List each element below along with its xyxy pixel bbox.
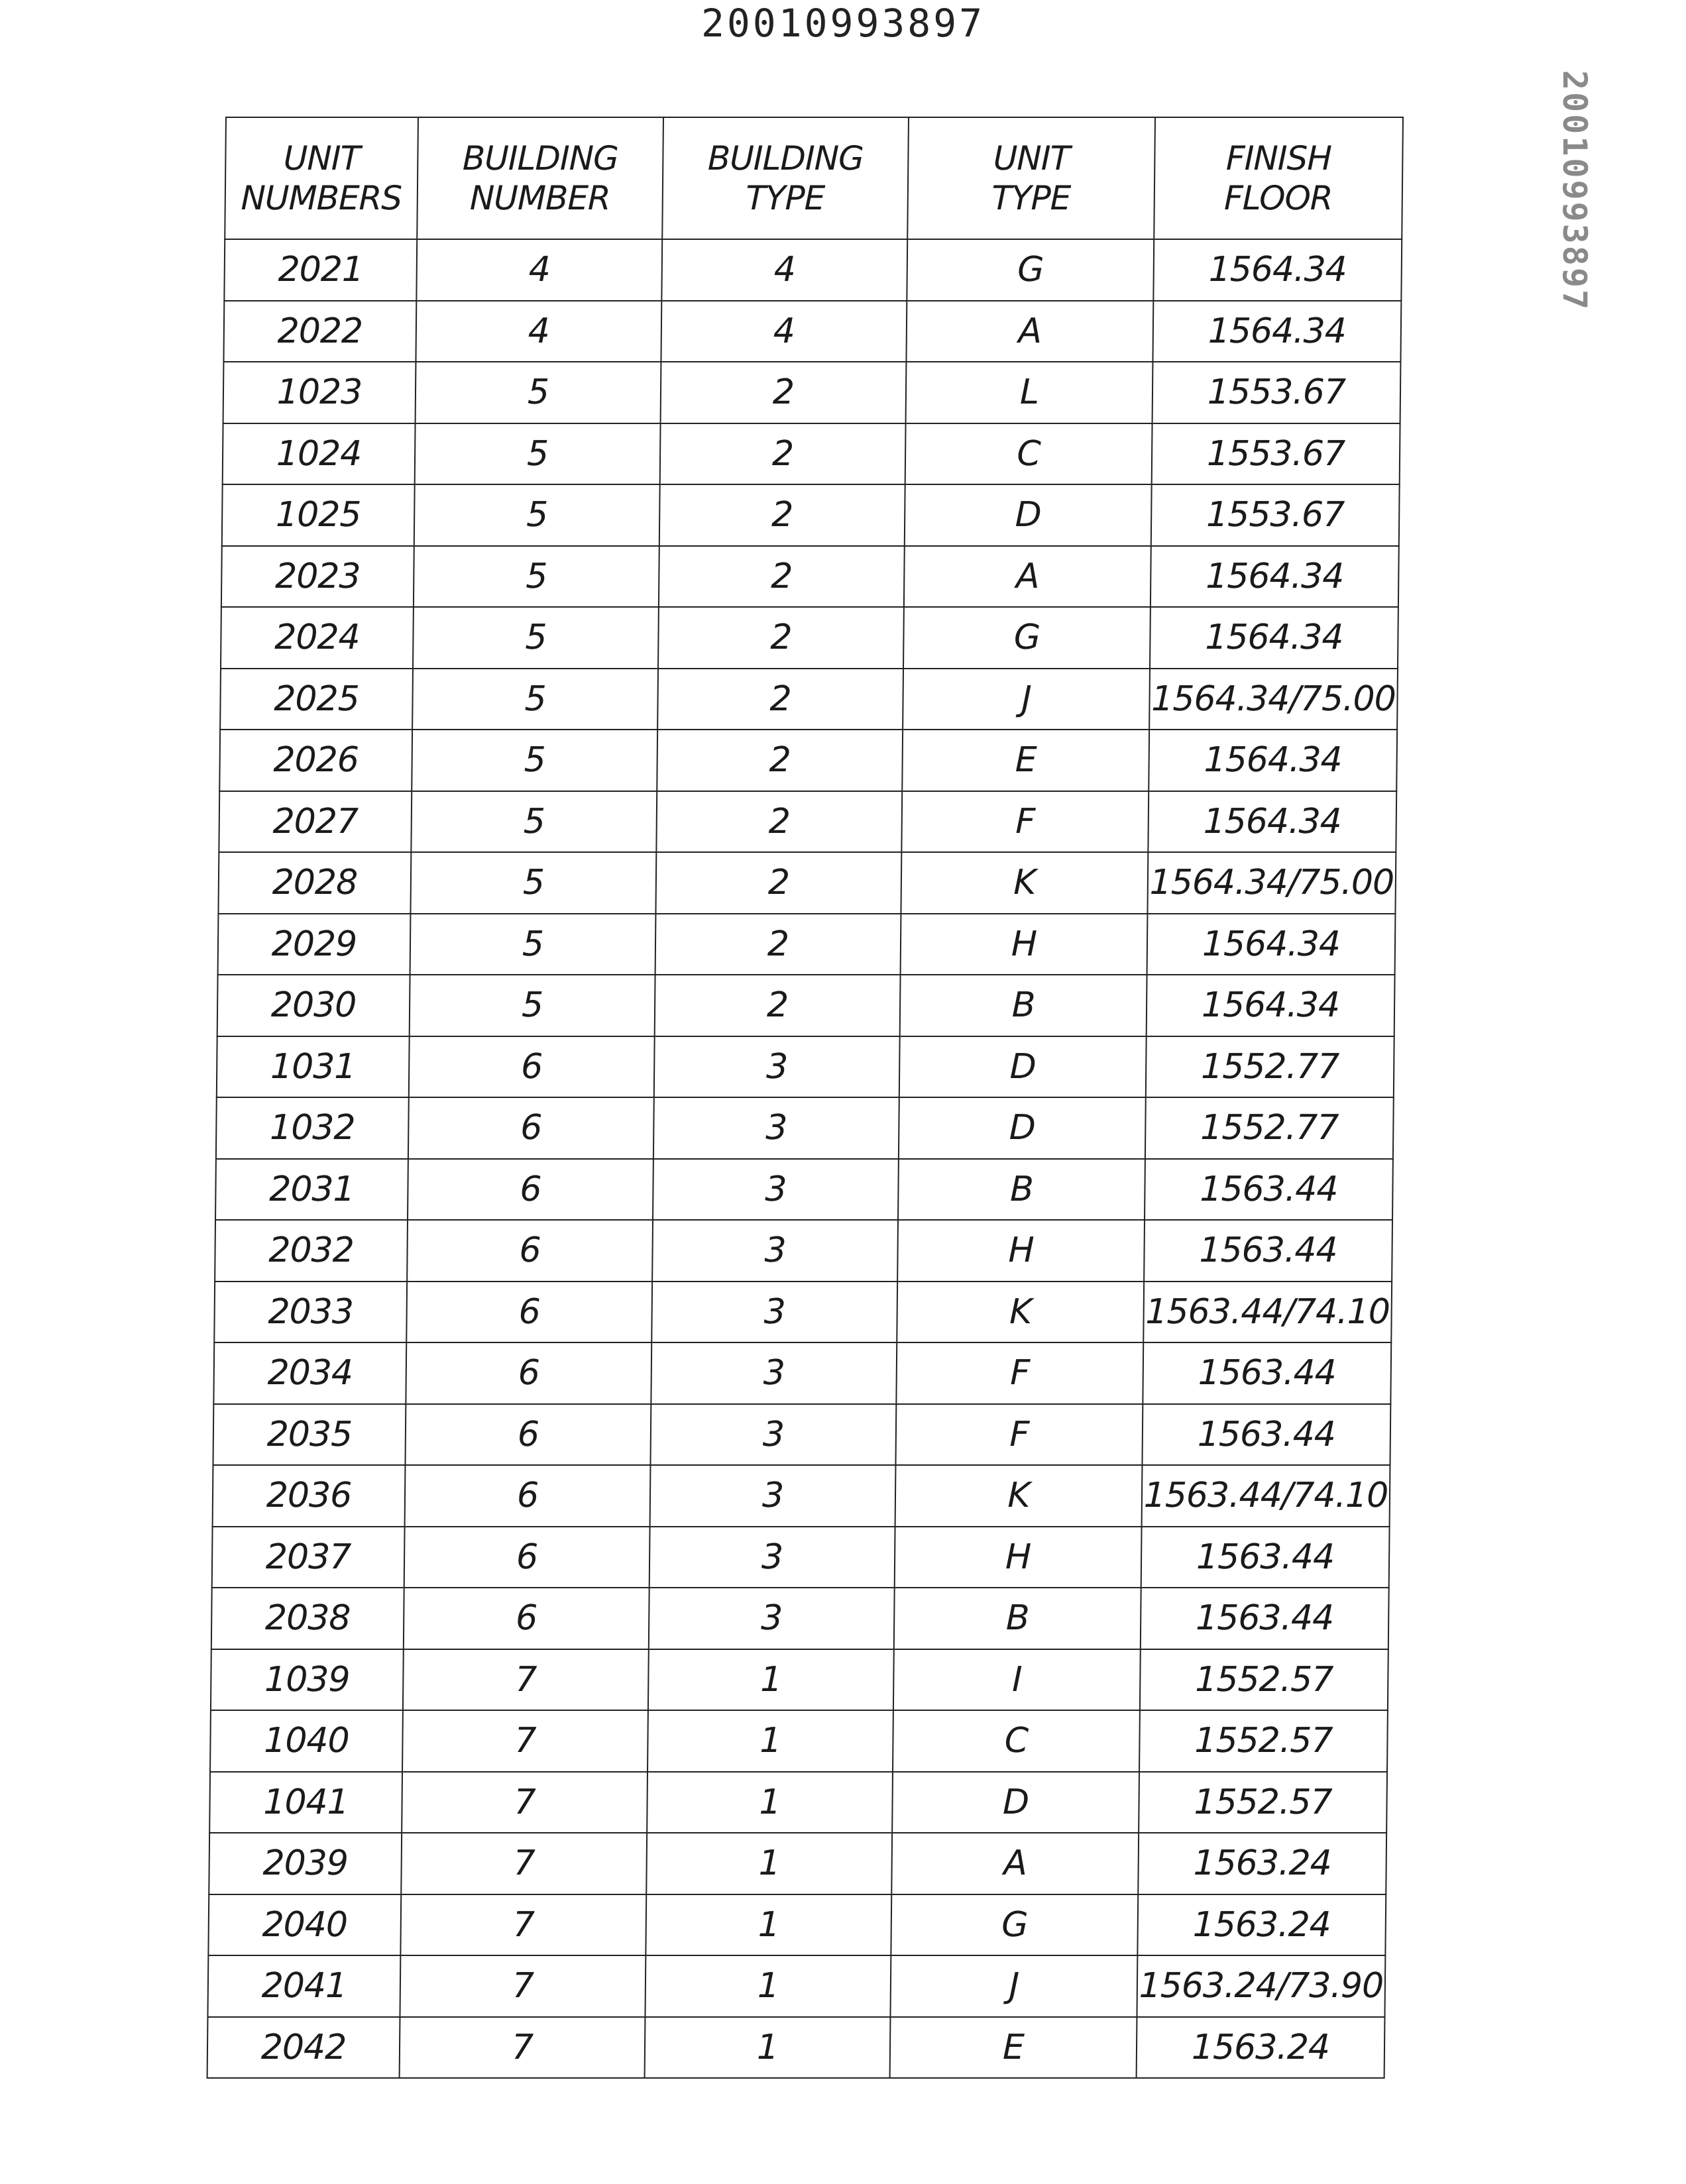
unit-table xyxy=(207,117,1404,2079)
unit-type-cell: A xyxy=(891,1833,1139,1894)
building-number-cell: 6 xyxy=(405,1404,651,1466)
unit-type-cell: B xyxy=(894,1588,1141,1649)
unit-type-cell: D xyxy=(899,1097,1146,1159)
document-number: 20010993897 xyxy=(701,1,985,46)
building-number-cell: 7 xyxy=(402,1710,648,1772)
building-number-cell: 5 xyxy=(410,975,655,1036)
unit-number-cell: 1040 xyxy=(210,1710,403,1772)
building-number-cell: 6 xyxy=(404,1588,649,1649)
unit-number-cell: 2032 xyxy=(215,1220,408,1282)
header-unit-numbers xyxy=(225,117,418,239)
unit-number-cell: 2029 xyxy=(218,914,411,975)
building-type-cell: 2 xyxy=(658,607,904,669)
table-row xyxy=(215,1220,1392,1282)
finish-floor-cell: 1563.44/74.10 xyxy=(1143,1282,1392,1343)
table-row xyxy=(218,852,1396,914)
unit-number-cell: 2037 xyxy=(212,1527,405,1588)
unit-type-cell: D xyxy=(899,1036,1147,1098)
header-line: TYPE xyxy=(746,179,825,217)
unit-type-cell: K xyxy=(895,1465,1143,1527)
table-body xyxy=(207,239,1402,2078)
unit-type-cell: C xyxy=(893,1710,1140,1772)
table-row xyxy=(211,1649,1388,1711)
header-building-type xyxy=(662,117,909,239)
building-number-cell: 6 xyxy=(405,1465,651,1527)
header-line: TYPE xyxy=(991,179,1071,217)
building-number-cell: 7 xyxy=(400,1894,646,1956)
header-line: BUILDING xyxy=(707,139,864,178)
building-number-cell: 7 xyxy=(402,1772,647,1833)
building-number-cell: 6 xyxy=(404,1527,650,1588)
unit-number-cell: 1025 xyxy=(222,484,415,546)
building-type-cell: 4 xyxy=(661,239,907,301)
building-number-cell: 5 xyxy=(410,914,656,975)
finish-floor-cell: 1564.34 xyxy=(1153,239,1402,301)
table-row xyxy=(216,1097,1394,1159)
header-row xyxy=(225,117,1403,239)
building-number-cell: 4 xyxy=(416,301,661,362)
building-number-cell: 5 xyxy=(413,607,659,669)
finish-floor-cell: 1563.44 xyxy=(1142,1404,1390,1466)
unit-number-cell: 2022 xyxy=(223,301,416,362)
finish-floor-cell: 1563.44 xyxy=(1145,1159,1393,1221)
finish-floor-cell: 1563.24 xyxy=(1137,2017,1385,2079)
unit-type-cell: J xyxy=(903,669,1150,730)
unit-number-cell: 2041 xyxy=(207,1955,400,2017)
finish-floor-cell: 1553.67 xyxy=(1152,423,1400,485)
finish-floor-cell: 1564.34 xyxy=(1152,301,1401,362)
building-number-cell: 5 xyxy=(414,484,660,546)
unit-number-cell: 1041 xyxy=(209,1772,402,1833)
header-line: BUILDING xyxy=(462,139,619,178)
table-row xyxy=(208,1894,1386,1956)
side-stamp xyxy=(1554,70,1595,311)
unit-type-cell: D xyxy=(892,1772,1139,1833)
header-line: FINISH xyxy=(1225,139,1332,178)
unit-number-cell: 2024 xyxy=(221,607,414,669)
table-row xyxy=(223,423,1400,485)
finish-floor-cell: 1563.44 xyxy=(1143,1342,1391,1404)
building-type-cell: 3 xyxy=(653,1159,899,1221)
building-type-cell: 3 xyxy=(651,1342,897,1404)
finish-floor-cell: 1564.34 xyxy=(1147,914,1396,975)
building-type-cell: 3 xyxy=(654,1036,900,1098)
unit-number-cell: 1023 xyxy=(223,362,416,423)
table-row xyxy=(213,1342,1391,1404)
table-row xyxy=(214,1282,1392,1343)
header-unit-type xyxy=(907,117,1155,239)
building-number-cell: 7 xyxy=(400,2017,646,2079)
table-row xyxy=(223,362,1401,423)
building-type-cell: 2 xyxy=(655,975,901,1036)
unit-type-cell: F xyxy=(896,1342,1143,1404)
unit-number-cell: 2030 xyxy=(217,975,410,1036)
building-type-cell: 3 xyxy=(650,1465,896,1527)
table-row xyxy=(215,1159,1393,1221)
finish-floor-cell: 1564.34/75.00 xyxy=(1149,669,1398,730)
finish-floor-cell: 1552.77 xyxy=(1145,1097,1394,1159)
finish-floor-cell: 1564.34 xyxy=(1147,975,1395,1036)
table-row xyxy=(219,730,1397,791)
unit-number-cell: 2021 xyxy=(224,239,417,301)
building-number-cell: 6 xyxy=(408,1097,654,1159)
building-type-cell: 1 xyxy=(647,1710,893,1772)
unit-type-cell: L xyxy=(906,362,1153,423)
table-row xyxy=(209,1833,1386,1894)
finish-floor-cell: 1563.24/73.90 xyxy=(1137,1955,1385,2017)
building-type-cell: 1 xyxy=(645,1955,891,2017)
building-number-cell: 5 xyxy=(415,423,661,485)
unit-number-cell: 2026 xyxy=(219,730,412,791)
unit-type-cell: I xyxy=(893,1649,1141,1711)
building-number-cell: 7 xyxy=(400,1955,646,2017)
building-type-cell: 4 xyxy=(661,301,907,362)
finish-floor-cell: 1563.44 xyxy=(1141,1527,1390,1588)
finish-floor-cell: 1564.34 xyxy=(1151,546,1399,608)
building-number-cell: 6 xyxy=(406,1342,651,1404)
table-row xyxy=(222,484,1400,546)
unit-type-cell: C xyxy=(905,423,1152,485)
finish-floor-cell: 1563.44 xyxy=(1141,1588,1389,1649)
building-type-cell: 3 xyxy=(649,1588,895,1649)
header-line: FLOOR xyxy=(1223,179,1333,217)
building-number-cell: 5 xyxy=(412,669,658,730)
unit-type-cell: H xyxy=(901,914,1148,975)
unit-number-cell: 2025 xyxy=(220,669,413,730)
building-type-cell: 1 xyxy=(646,1894,891,1956)
unit-type-cell: A xyxy=(904,546,1151,608)
building-number-cell: 5 xyxy=(410,852,656,914)
building-number-cell: 5 xyxy=(416,362,661,423)
building-type-cell: 3 xyxy=(650,1404,896,1466)
finish-floor-cell: 1564.34/75.00 xyxy=(1147,852,1396,914)
header-building-number xyxy=(417,117,663,239)
table-row xyxy=(221,546,1399,608)
table-row xyxy=(211,1588,1389,1649)
finish-floor-cell: 1552.57 xyxy=(1139,1772,1387,1833)
unit-schedule xyxy=(207,117,1402,2079)
unit-number-cell: 1032 xyxy=(216,1097,409,1159)
unit-number-cell: 2038 xyxy=(211,1588,404,1649)
building-number-cell: 5 xyxy=(411,791,657,853)
building-type-cell: 2 xyxy=(660,423,906,485)
table-row xyxy=(207,1955,1385,2017)
unit-number-cell: 1024 xyxy=(223,423,416,485)
table-row xyxy=(212,1527,1390,1588)
table-row xyxy=(218,914,1396,975)
unit-number-cell: 2040 xyxy=(208,1894,401,1956)
unit-type-cell: K xyxy=(901,852,1148,914)
table-row xyxy=(221,607,1398,669)
unit-number-cell: 2027 xyxy=(219,791,412,853)
building-type-cell: 1 xyxy=(646,1833,892,1894)
finish-floor-cell: 1552.57 xyxy=(1140,1649,1388,1711)
unit-type-cell: G xyxy=(903,607,1151,669)
unit-type-cell: E xyxy=(902,730,1149,791)
header-line: NUMBERS xyxy=(241,179,402,217)
unit-number-cell: 2039 xyxy=(209,1833,402,1894)
unit-type-cell: D xyxy=(905,484,1152,546)
building-type-cell: 1 xyxy=(645,2017,891,2079)
table-row xyxy=(209,1772,1387,1833)
table-row xyxy=(210,1710,1388,1772)
unit-number-cell: 2036 xyxy=(213,1465,406,1527)
table-row xyxy=(224,239,1402,301)
unit-type-cell: F xyxy=(895,1404,1143,1466)
unit-number-cell: 2028 xyxy=(218,852,411,914)
unit-type-cell: E xyxy=(890,2017,1137,2079)
building-number-cell: 7 xyxy=(403,1649,649,1711)
header-line: UNIT xyxy=(283,139,361,178)
building-type-cell: 1 xyxy=(647,1772,893,1833)
unit-number-cell: 1031 xyxy=(217,1036,410,1098)
building-number-cell: 6 xyxy=(407,1220,653,1282)
table-row xyxy=(223,301,1401,362)
building-type-cell: 1 xyxy=(648,1649,894,1711)
table-row xyxy=(217,975,1395,1036)
finish-floor-cell: 1564.34 xyxy=(1150,607,1398,669)
building-type-cell: 2 xyxy=(659,484,905,546)
header-finish-floor xyxy=(1154,117,1403,239)
table-row xyxy=(207,2017,1385,2079)
unit-number-cell: 2034 xyxy=(213,1342,406,1404)
building-type-cell: 2 xyxy=(659,546,905,608)
finish-floor-cell: 1552.57 xyxy=(1139,1710,1388,1772)
building-type-cell: 2 xyxy=(661,362,907,423)
building-number-cell: 5 xyxy=(412,730,657,791)
unit-number-cell: 2031 xyxy=(215,1159,408,1221)
unit-number-cell: 2023 xyxy=(221,546,414,608)
unit-type-cell: B xyxy=(898,1159,1145,1221)
building-number-cell: 5 xyxy=(414,546,659,608)
unit-type-cell: A xyxy=(906,301,1153,362)
finish-floor-cell: 1563.44/74.10 xyxy=(1142,1465,1390,1527)
finish-floor-cell: 1564.34 xyxy=(1148,791,1396,853)
unit-type-cell: H xyxy=(897,1220,1145,1282)
unit-type-cell: G xyxy=(891,1894,1138,1956)
building-type-cell: 2 xyxy=(657,669,903,730)
building-type-cell: 3 xyxy=(653,1097,899,1159)
finish-floor-cell: 1563.24 xyxy=(1137,1894,1386,1956)
building-number-cell: 6 xyxy=(406,1282,652,1343)
table-row xyxy=(213,1404,1390,1466)
unit-type-cell: F xyxy=(901,791,1149,853)
table-row xyxy=(213,1465,1390,1527)
building-number-cell: 6 xyxy=(409,1036,655,1098)
building-type-cell: 2 xyxy=(655,852,901,914)
unit-number-cell: 2033 xyxy=(214,1282,407,1343)
table-row xyxy=(219,791,1396,853)
building-type-cell: 3 xyxy=(652,1220,898,1282)
unit-number-cell: 1039 xyxy=(211,1649,404,1711)
unit-number-cell: 2042 xyxy=(207,2017,400,2079)
table-row xyxy=(217,1036,1394,1098)
finish-floor-cell: 1553.67 xyxy=(1151,484,1400,546)
finish-floor-cell: 1563.44 xyxy=(1144,1220,1392,1282)
building-number-cell: 7 xyxy=(401,1833,647,1894)
unit-type-cell: G xyxy=(907,239,1154,301)
header-line: NUMBER xyxy=(469,179,610,217)
building-type-cell: 3 xyxy=(651,1282,897,1343)
finish-floor-cell: 1553.67 xyxy=(1152,362,1401,423)
building-type-cell: 2 xyxy=(656,791,902,853)
unit-type-cell: J xyxy=(890,1955,1137,2017)
header-line: UNIT xyxy=(993,139,1070,178)
building-number-cell: 4 xyxy=(416,239,662,301)
unit-type-cell: H xyxy=(895,1527,1142,1588)
unit-type-cell: B xyxy=(900,975,1147,1036)
finish-floor-cell: 1563.24 xyxy=(1138,1833,1386,1894)
finish-floor-cell: 1552.77 xyxy=(1146,1036,1394,1098)
table-row xyxy=(220,669,1398,730)
building-type-cell: 3 xyxy=(649,1527,895,1588)
table-header xyxy=(225,117,1403,239)
finish-floor-cell: 1564.34 xyxy=(1149,730,1397,791)
building-type-cell: 2 xyxy=(655,914,901,975)
building-type-cell: 2 xyxy=(657,730,903,791)
side-stamp-text: 20010993897 xyxy=(1555,70,1595,311)
building-number-cell: 6 xyxy=(408,1159,653,1221)
unit-type-cell: K xyxy=(897,1282,1144,1343)
unit-number-cell: 2035 xyxy=(213,1404,406,1466)
